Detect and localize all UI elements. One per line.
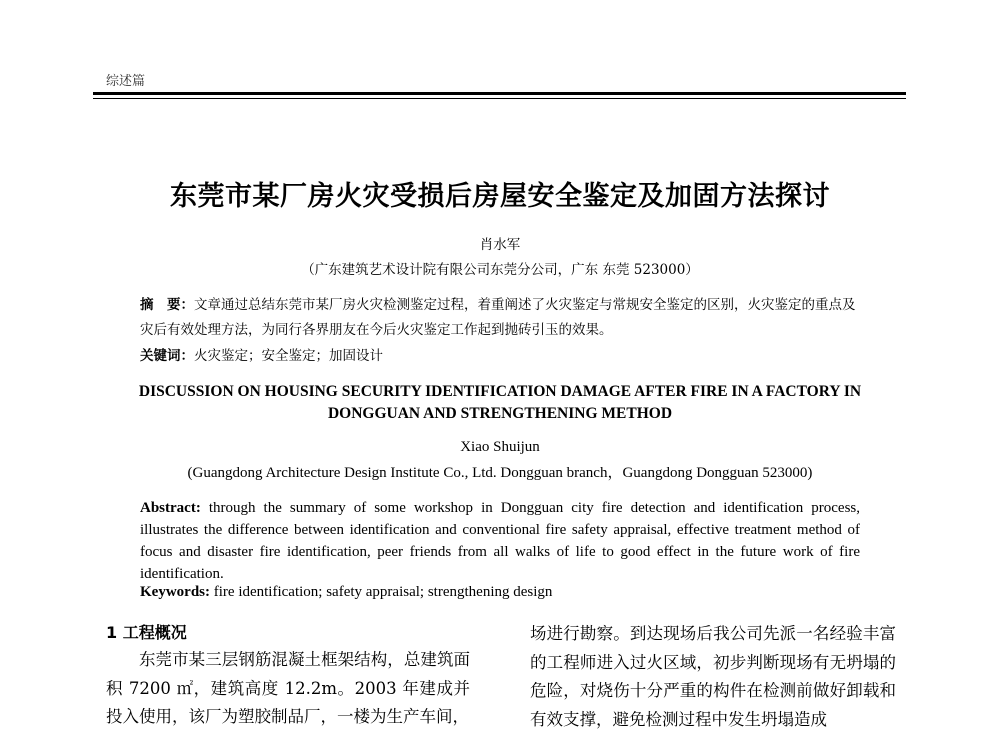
body-paragraph-left: 东莞市某三层钢筋混凝土框架结构，总建筑面积 7200 ㎡，建筑高度 12.2m。2003 年建成并投入使用，该厂为塑胶制品厂，一楼为生产车间， (106, 650, 470, 726)
english-title: DISCUSSION ON HOUSING SECURITY IDENTIFICATION DAMAGE AFTER FIRE IN A FACTORY IN DONGGUAN AND STRENGTHENING METHOD (138, 383, 862, 422)
chinese-keywords (140, 344, 383, 364)
body-column-right (530, 620, 896, 734)
body-paragraph-right: 场进行勘察。到达现场后我公司先派一名经验丰富的工程师进入过火区域，初步判断现场有无坍塌的危险，对烧伤十分严重的构件在检测前做好卸载和有效支撑，避免检测过程中发生坍塌造成 (530, 624, 896, 729)
english-author: Xiao Shuijun (460, 439, 540, 455)
body-column-left (106, 620, 470, 732)
section-heading: 1 工程概况 (106, 623, 187, 642)
chinese-keywords-text: 火灾鉴定；安全鉴定；加固设计 (194, 348, 383, 364)
english-keywords-label: Keywords: (140, 584, 210, 600)
chinese-abstract-label: 摘 要： (140, 297, 194, 313)
chinese-author: 肖水军 (479, 237, 521, 253)
chinese-keywords-label: 关键词： (140, 348, 194, 364)
chinese-abstract (140, 293, 860, 343)
header-rule-thick (93, 92, 906, 95)
english-abstract-text: through the summary of some workshop in Dongguan city fire detection and identification process, illustrates the difference between identification and conventional fire safety appraisal, effective treatment method of focus and disaster fire identification, peer friends from all walks of life to good effect in the future work of fire identification. (140, 500, 860, 582)
english-abstract (140, 497, 860, 585)
chinese-title: 东莞市某厂房火灾受损后房屋安全鉴定及加固方法探讨 (170, 181, 830, 212)
chinese-affiliation: （广东建筑艺术设计院有限公司东莞分公司，广东 东莞 523000） (301, 262, 699, 278)
chinese-abstract-text: 文章通过总结东莞市某厂房火灾检测鉴定过程，着重阐述了火灾鉴定与常规安全鉴定的区别，火灾鉴定的重点及灾后有效处理方法，为同行各界朋友在今后火灾鉴定工作起到抛砖引玉的效果。 (140, 297, 856, 338)
section-label: 综述篇 (106, 74, 146, 89)
header-rule-thin (93, 98, 906, 99)
english-keywords (140, 584, 552, 601)
english-abstract-label: Abstract: (140, 500, 201, 516)
english-affiliation: (Guangdong Architecture Design Institute Co., Ltd. Dongguan branch，Guangdong Dongguan 523000) (187, 465, 813, 481)
english-keywords-text: fire identification; safety appraisal; strengthening design (213, 584, 553, 600)
